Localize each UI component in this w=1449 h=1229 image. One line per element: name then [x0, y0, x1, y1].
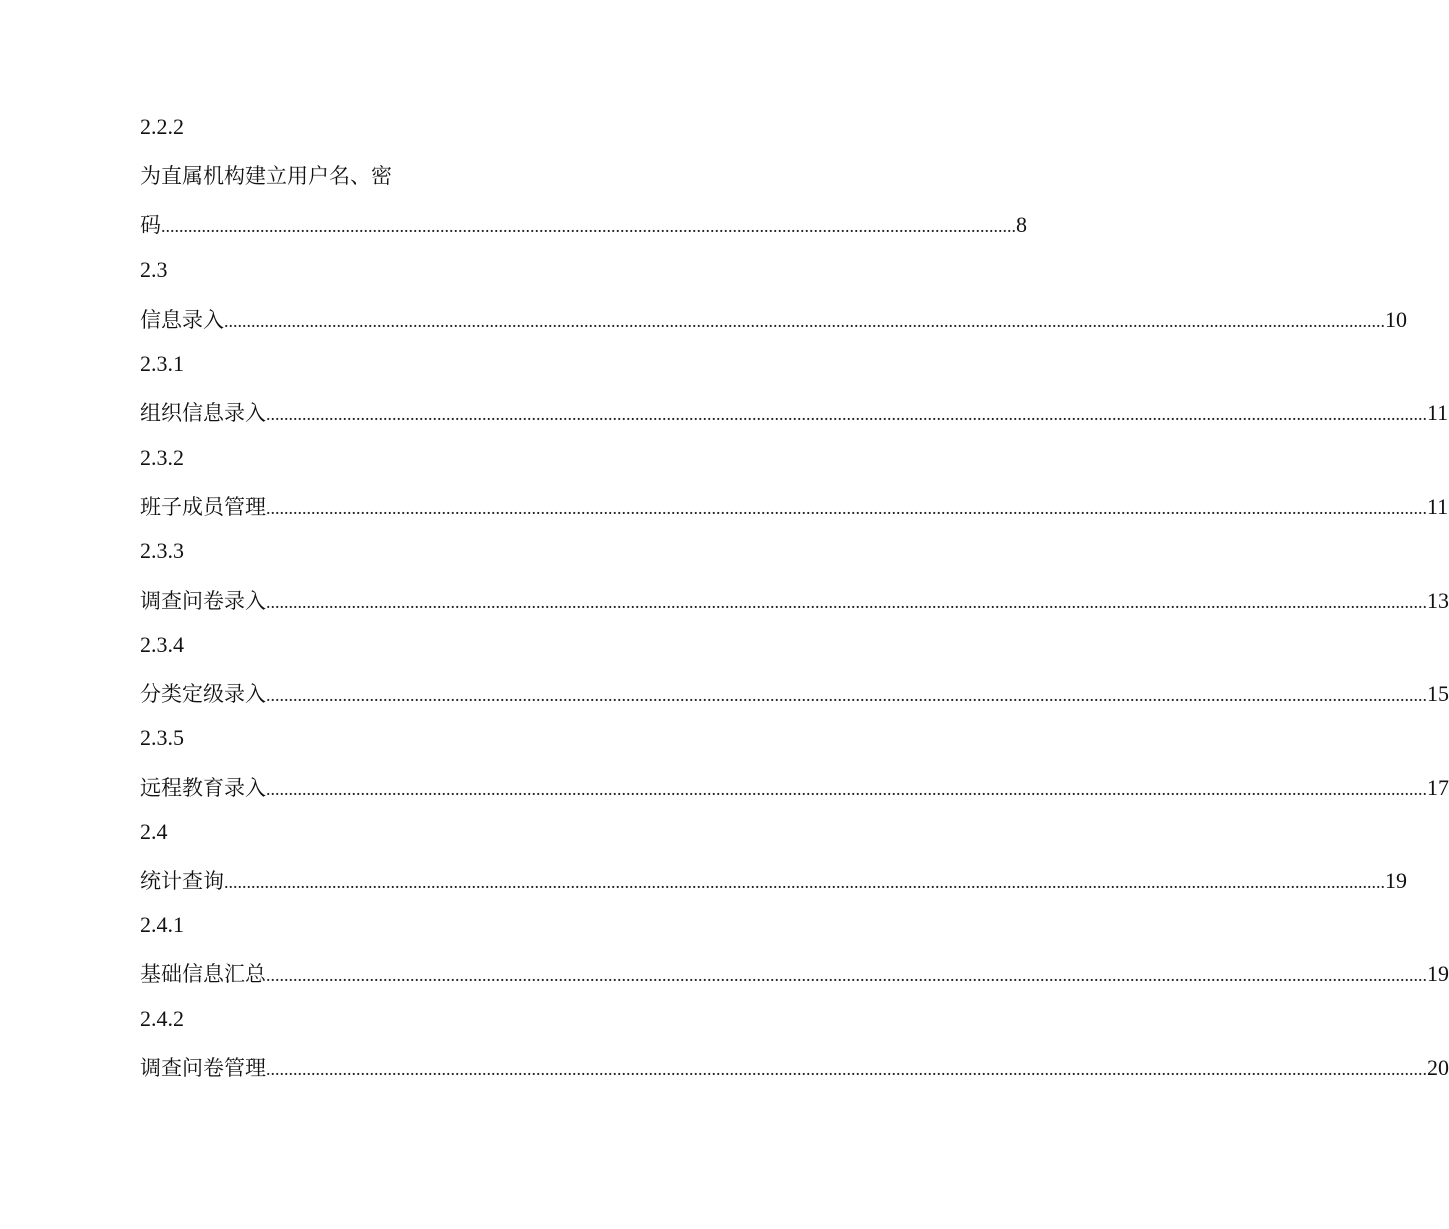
toc-entry-title: 分类定级录入 [140, 682, 266, 706]
toc-dot-leader: .................................................................................................................................................................................................................................................................. [266, 498, 1427, 518]
toc-entry-title: 调查问卷录入 [140, 589, 266, 613]
toc-dot-leader: .................................................................................................................................................................................................................................................................. [266, 404, 1427, 424]
toc-entry-title: 调查问卷管理 [140, 1056, 266, 1080]
toc-dot-leader: .................................................................................................................................................................................................................................................................. [266, 592, 1427, 612]
toc-page-number: 13 [1427, 588, 1449, 613]
toc-dot-leader: .................................................................................................................................................................................................................................................................. [224, 311, 1385, 331]
toc-page-number: 10 [1385, 307, 1407, 332]
toc-page-number: 20 [1427, 1055, 1449, 1080]
toc-entry[interactable] [140, 399, 1449, 428]
toc-entry-title: 远程教育录入 [140, 776, 266, 800]
toc-section-number: 2.4.2 [140, 1006, 184, 1031]
toc-entry-title: 基础信息汇总 [140, 962, 266, 986]
toc-section-number: 2.4.1 [140, 912, 184, 937]
toc-section-number: 2.4 [140, 819, 168, 844]
toc-dot-leader: .................................................................................................................................................................................................................................................................. [266, 779, 1427, 799]
toc-entry[interactable] [140, 306, 1407, 335]
toc-dot-leader: .............................................................................................................................................................................................. [161, 216, 1016, 236]
toc-entry-title: 为直属机构建立用户名、密 [140, 164, 392, 188]
toc-entry-title: 组织信息录入 [140, 401, 266, 425]
toc-entry[interactable] [140, 211, 1027, 240]
toc-entry-title: 码 [140, 213, 161, 237]
toc-entry-title: 信息录入 [140, 308, 224, 332]
toc-section-number: 2.3.3 [140, 538, 184, 563]
toc-section-number: 2.3.5 [140, 725, 184, 750]
toc-section-number: 2.3 [140, 257, 168, 282]
toc-entry[interactable] [140, 493, 1449, 522]
toc-page-number: 11 [1427, 494, 1449, 519]
toc-entry[interactable] [140, 680, 1449, 709]
toc-entry[interactable] [140, 774, 1449, 803]
toc-entry[interactable] [140, 587, 1449, 616]
toc-page-number: 11 [1427, 400, 1449, 425]
toc-page-number: 15 [1427, 681, 1449, 706]
toc-entry[interactable] [140, 1054, 1449, 1083]
toc-dot-leader: .................................................................................................................................................................................................................................................................. [266, 1059, 1427, 1079]
toc-entry-title: 班子成员管理 [140, 495, 266, 519]
toc-dot-leader: .................................................................................................................................................................................................................................................................. [224, 872, 1385, 892]
toc-entry-title: 统计查询 [140, 869, 224, 893]
toc-section-number: 2.3.2 [140, 445, 184, 470]
toc-section-number: 2.3.4 [140, 632, 184, 657]
toc-page-number: 17 [1427, 775, 1449, 800]
toc-page-number: 19 [1385, 868, 1407, 893]
toc-section-number: 2.2.2 [140, 114, 184, 139]
toc-entry[interactable] [140, 960, 1449, 989]
toc-entry[interactable] [140, 867, 1407, 896]
toc-page-number: 8 [1016, 212, 1027, 237]
toc-section-number: 2.3.1 [140, 351, 184, 376]
toc-dot-leader: .................................................................................................................................................................................................................................................................. [266, 685, 1427, 705]
toc-page-number: 19 [1427, 961, 1449, 986]
toc-dot-leader: .................................................................................................................................................................................................................................................................. [266, 965, 1427, 985]
